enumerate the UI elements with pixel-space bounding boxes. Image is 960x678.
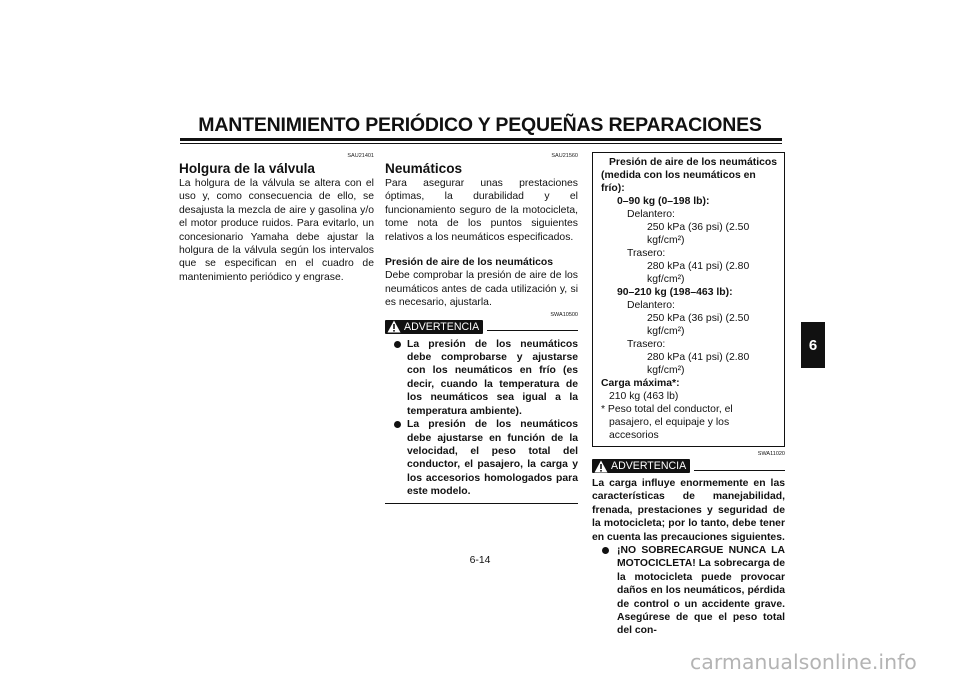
warning-triangle-icon — [387, 320, 401, 333]
header-rule-thick — [180, 138, 782, 141]
list-item: ¡NO SOBRECARGUE NUNCA LA MOTOCICLETA! La sobrecarga de la motocicleta puede provocar daños en los neumáticos, pérdida de control o un accidente grave. Asegúrese de que el peso total del con- — [592, 544, 785, 638]
chapter-tab[interactable]: 6 — [801, 322, 825, 368]
warning-header — [385, 320, 578, 334]
front-label-2: Delantero: — [627, 300, 675, 311]
rear-label-2: Trasero: — [627, 339, 666, 350]
section-code: SAU21401 — [347, 153, 374, 159]
warning-label — [592, 459, 690, 473]
warning-list — [385, 338, 578, 499]
page-number: 6-14 — [469, 555, 491, 566]
column-pressure-and-load — [592, 152, 785, 638]
rear-value-2: 280 kPa (41 psi) (2.80 kgf/cm²) — [647, 352, 750, 376]
warning-block — [385, 312, 578, 504]
warning-end-rule — [385, 503, 578, 504]
section-heading: Holgura de la válvula — [179, 161, 315, 176]
rear-value-1: 280 kPa (41 psi) (2.80 kgf/cm²) — [647, 261, 750, 285]
box-title: Presión de aire de los neumáticos — [609, 157, 778, 168]
front-label-1: Delantero: — [627, 209, 675, 220]
rear-label-1: Trasero: — [627, 248, 666, 259]
section-body: La holgura de la válvula se altera con el uso y, como consecuencia de ello, se desajusta la mezcla de aire y gasolina y/o el motor produce ruidos. Para evitarlo, un concesionario Yamaha debe ajustar la holgura de la válvula según los intervalos que se especifican en el cuadro de mantenimiento periódico y engrase. — [179, 178, 374, 283]
warning-label — [385, 320, 483, 334]
list-item: La presión de los neumáticos debe ajustarse en función de la velocidad, el peso total del conductor, el pasajero, la carga y los accesorios homologados para este modelo. — [385, 418, 578, 498]
warning-body: La carga influye enormemente en las características de manejabilidad, frenada, prestaciones y seguridad de la motocicleta; por lo tanto, debe tener en cuenta las precauciones siguientes. — [592, 478, 785, 543]
warning-block — [592, 451, 785, 638]
section-heading: Neumáticos — [385, 161, 463, 176]
list-item: La presión de los neumáticos debe comprobarse y ajustarse con los neumáticos en frío (es decir, cuando la temperatura de los neumáticos sea igual a la temperatura ambiente). — [385, 338, 578, 418]
load-range-1: 0–90 kg (0–198 lb): — [617, 196, 710, 207]
warning-label-text: ADVERTENCIA — [404, 320, 480, 333]
warning-list — [592, 544, 785, 638]
load-range-2: 90–210 kg (198–463 lb): — [617, 287, 733, 298]
subsection-heading: Presión de aire de los neumáticos — [385, 257, 554, 269]
front-value-1: 250 kPa (36 psi) (2.50 kgf/cm²) — [647, 222, 750, 246]
warning-code: SWA10500 — [550, 311, 578, 318]
box-title-sub: (medida con los neumáticos en frío): — [601, 170, 756, 194]
max-load-value: 210 kg (463 lb) — [609, 391, 679, 402]
subsection-body: Debe comprobar la presión de aire de los neumáticos antes de cada utilización y, si es necesario, ajustarla. — [385, 270, 578, 309]
warning-header — [592, 459, 785, 473]
max-load-label: Carga máxima*: — [601, 378, 680, 389]
page-header-title: MANTENIMIENTO PERIÓDICO Y PEQUEÑAS REPARACIONES — [198, 114, 762, 136]
header-rule-thin — [180, 143, 782, 144]
warning-code: SWA11020 — [757, 451, 785, 457]
column-tires — [385, 153, 578, 504]
bullet-icon — [394, 341, 401, 348]
bullet-icon — [602, 547, 609, 554]
section-code: SAU21560 — [551, 153, 578, 159]
warning-rule — [487, 330, 578, 331]
bullet-icon — [394, 421, 401, 428]
watermark: carmanualsonline.info — [690, 650, 917, 674]
warning-triangle-icon — [594, 460, 608, 473]
front-value-2: 250 kPa (36 psi) (2.50 kgf/cm²) — [647, 313, 750, 337]
column-valve-clearance — [179, 153, 374, 284]
max-load-note: * Peso total del conductor, el pasajero, el equipaje y los accesorios — [601, 404, 733, 441]
warning-label-text: ADVERTENCIA — [611, 460, 687, 472]
tire-pressure-box — [592, 152, 785, 447]
warning-rule — [694, 470, 785, 471]
section-intro: Para asegurar unas prestaciones óptimas, la durabilidad y el funcionamiento seguro de la motocicleta, tome nota de los puntos siguientes relativos a los neumáticos especificados. — [385, 178, 578, 243]
